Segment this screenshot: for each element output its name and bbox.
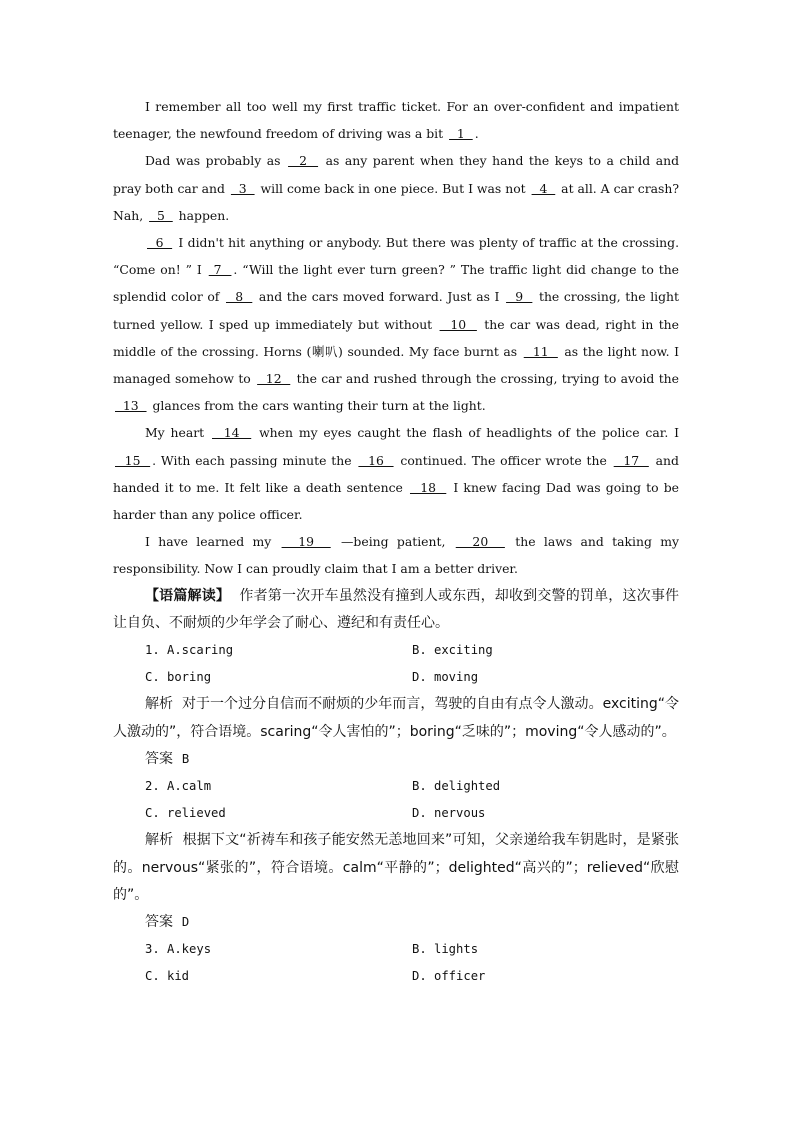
option-d: D. nervous (412, 806, 486, 821)
answer-1 (113, 746, 679, 773)
blank-4: 4 (531, 180, 556, 196)
blank-7: 7 (208, 262, 232, 278)
analysis-label: 解析 (145, 696, 174, 713)
option-d: D. moving (412, 670, 479, 685)
blank-18: 18 (409, 479, 447, 495)
question-3 (113, 936, 679, 990)
passage-paragraph-1 (113, 93, 679, 147)
question-2 (113, 773, 679, 827)
passage-text: the car was dead, right in the middle of the crossing. Horns (喇叭) sounded. My face burnt as (113, 316, 679, 359)
analysis-text: 根据下文“祈祷车和孩子能安然无恙地回来”可知，父亲递给我车钥匙时，是紧张的。nervous“紧张的”，符合语境。calm“平静的”；delighted“高兴的”；relieved“欣慰的”。 (113, 832, 680, 903)
option-row (113, 936, 679, 963)
option-b: B. delighted (412, 779, 501, 794)
blank-6: 6 (147, 235, 173, 251)
blank-1: 1 (449, 126, 473, 142)
passage-text: My heart (145, 425, 211, 441)
option-row (113, 963, 679, 990)
answer-label: 答案 (145, 914, 173, 931)
option-a: 2. A.calm (145, 779, 212, 794)
answer-label: 答案 (145, 750, 173, 767)
blank-13: 13 (115, 398, 147, 414)
blank-3: 3 (230, 180, 255, 196)
blank-2: 2 (288, 153, 319, 169)
blank-12: 12 (257, 371, 291, 387)
passage-text: —being patient, (332, 534, 454, 550)
option-row (113, 664, 679, 691)
passage-paragraph-3 (113, 229, 679, 419)
analysis-1 (113, 691, 679, 745)
blank-17: 17 (613, 452, 649, 468)
analysis-label: 解析 (145, 832, 174, 849)
passage-text: as the light now. I managed somehow to (113, 343, 679, 387)
option-d: D. officer (412, 969, 486, 984)
option-a: 1. A.scaring (145, 643, 234, 658)
passage-text: . (474, 126, 479, 142)
passage-text: I didn't hit anything or anybody. But there was plenty of traffic at the crossing. “Come on! ” I (113, 235, 680, 278)
blank-9: 9 (506, 289, 533, 305)
passage-text: I have learned my (145, 534, 280, 550)
passage-text: continued. The officer wrote the (395, 452, 612, 468)
reading-text: 作者第一次开车虽然没有撞到人或东西，却收到交警的罚单，这次事件让自负、不耐烦的少年学会了耐心、遵纪和有责任心。 (113, 587, 680, 631)
blank-19: 19 (281, 534, 331, 550)
analysis-2 (113, 827, 679, 909)
answer-value: D (181, 915, 190, 930)
passage-text: . With each passing minute the (152, 452, 357, 468)
passage-text: when my eyes caught the flash of headlights of the police car. I (253, 425, 680, 441)
passage-text: as any parent when they hand the keys to a child and pray both car and (113, 153, 679, 196)
passage-text: and the cars moved forward. Just as I (254, 289, 505, 305)
passage-text: happen. (174, 207, 230, 223)
question-1 (113, 637, 679, 691)
option-c: C. kid (145, 969, 190, 984)
passage-text: the crossing, the light turned yellow. I sped up immediately but without (113, 289, 680, 332)
answer-2 (113, 909, 679, 936)
blank-11: 11 (523, 343, 558, 359)
document-page (113, 93, 679, 991)
passage-paragraph-2 (113, 147, 679, 229)
reading-interpretation (113, 583, 679, 637)
blank-20: 20 (455, 534, 505, 550)
blank-8: 8 (226, 289, 253, 305)
passage-paragraph-4 (113, 419, 679, 528)
passage-text: . “Will the light ever turn green? ” The traffic light did change to the splendid color of (113, 262, 680, 305)
passage-text: and handed it to me. It felt like a death sentence (113, 452, 679, 495)
blank-10: 10 (439, 316, 477, 332)
passage-text: will come back in one piece. But I was not (256, 180, 530, 196)
blank-14: 14 (212, 425, 252, 441)
passage-text: I knew facing Dad was going to be harder than any police officer. (113, 479, 679, 523)
passage-text: Dad was probably as (145, 153, 287, 169)
blank-16: 16 (358, 452, 394, 468)
analysis-text: 对于一个过分自信而不耐烦的少年而言，驾驶的自由有点令人激动。exciting“令人激动的”，符合语境。scaring“令人害怕的”；boring“乏味的”；moving“令人感动的”。 (113, 696, 680, 740)
passage-text: the laws and taking my responsibility. Now I can proudly claim that I am a better driver. (113, 534, 679, 577)
passage-text: I remember all too well my first traffic ticket. For an over-confident and impatient teenager, the newfound freedom of driving was a bit (113, 99, 679, 142)
passage-text: the car and rushed through the crossing, trying to avoid the (292, 371, 679, 387)
passage-text: glances from the cars wanting their turn at the light. (148, 398, 486, 414)
option-row (113, 637, 679, 664)
option-row (113, 800, 679, 827)
passage-text: at all. A car crash? Nah, (113, 180, 679, 223)
blank-5: 5 (149, 207, 173, 223)
answer-value: B (181, 751, 190, 766)
reading-label: 【语篇解读】 (145, 587, 231, 604)
option-b: B. lights (412, 942, 479, 957)
passage-paragraph-5 (113, 528, 679, 582)
option-row (113, 773, 679, 800)
option-a: 3. A.keys (145, 942, 212, 957)
option-c: C. relieved (145, 806, 226, 821)
option-b: B. exciting (412, 643, 493, 658)
option-c: C. boring (145, 670, 212, 685)
blank-15: 15 (115, 452, 151, 468)
